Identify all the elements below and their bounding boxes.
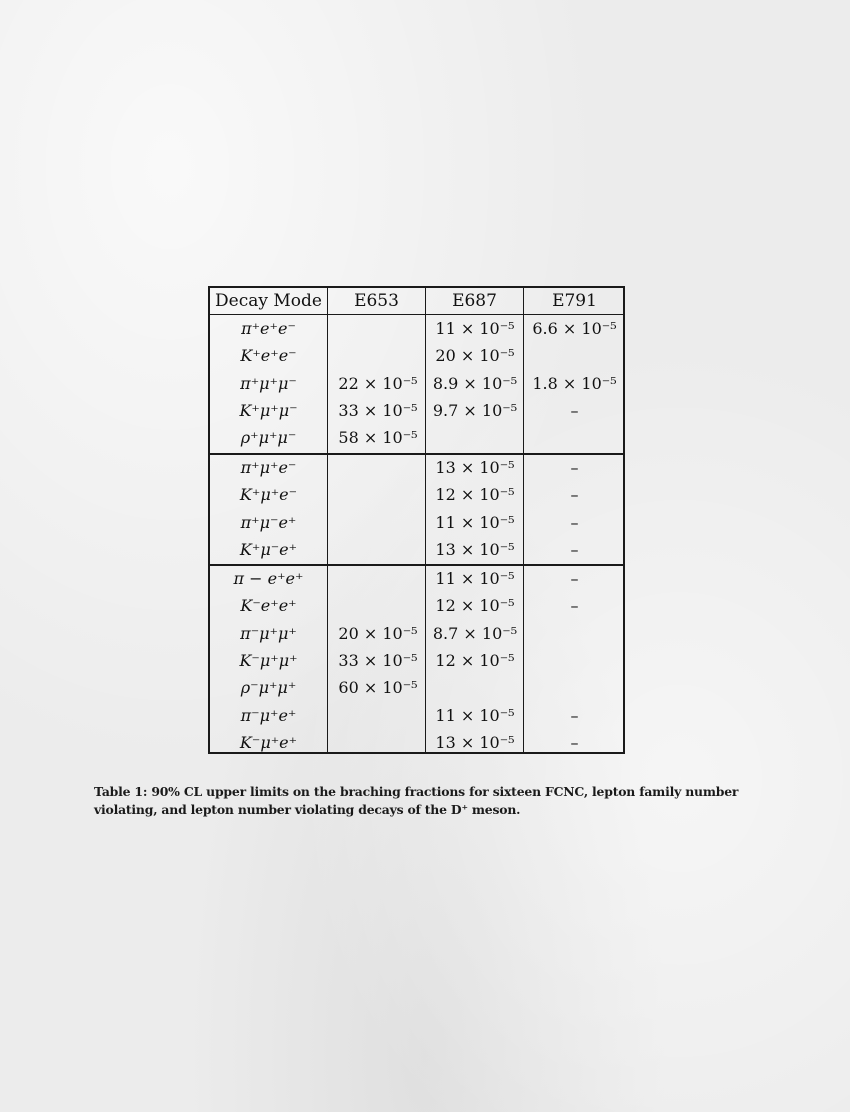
e791-limit-cell: –	[570, 705, 579, 725]
e687-limit-cell: 13 × 10⁻⁵	[435, 458, 515, 477]
e653-limit-cell: 60 × 10⁻⁵	[338, 678, 418, 698]
e687-limit-cell: 11 × 10⁻⁵	[435, 512, 515, 532]
decay-mode-cell: K⁺e⁺e⁻	[240, 346, 297, 366]
group-divider	[210, 564, 623, 566]
e687-limit-cell	[428, 426, 522, 450]
decay-mode-cell: K⁻e⁺e⁺	[240, 596, 297, 616]
table-caption: Table 1: 90% CL upper limits on the braching fractions for sixteen FCNC, lepton family number violating, and lepton number violating decays of the D⁺ meson.	[94, 784, 739, 817]
group-divider	[210, 453, 623, 455]
e653-limit-cell	[330, 704, 426, 728]
e653-limit-cell	[330, 594, 426, 618]
e687-limit-cell: 20 × 10⁻⁵	[435, 346, 515, 366]
decay-mode-cell: π − e⁺e⁺	[233, 569, 304, 588]
header-e791: E791	[552, 291, 597, 311]
decay-mode-cell: π⁺μ⁻e⁺	[240, 512, 297, 532]
e791-limit-cell	[524, 426, 625, 450]
e791-limit-cell	[524, 676, 625, 700]
decay-mode-cell: K⁻μ⁺e⁺	[239, 732, 298, 752]
decay-mode-cell: K⁺μ⁻e⁺	[239, 539, 298, 559]
branching-fraction-table	[208, 286, 625, 754]
decay-mode-cell: π⁺e⁺e⁻	[241, 319, 296, 338]
e653-limit-cell: 33 × 10⁻⁵	[338, 650, 418, 670]
decay-mode-cell: π⁺μ⁺μ⁻	[240, 373, 297, 393]
e687-limit-cell: 11 × 10⁻⁵	[435, 705, 515, 725]
e791-limit-cell	[524, 622, 625, 646]
decay-mode-cell: π⁺μ⁺e⁻	[240, 458, 297, 477]
decay-mode-cell: K⁺μ⁺e⁻	[239, 485, 298, 505]
e653-limit-cell: 33 × 10⁻⁵	[338, 400, 418, 420]
decay-mode-cell: ρ⁺μ⁺μ⁻	[240, 428, 297, 448]
e687-limit-cell: 12 × 10⁻⁵	[435, 650, 515, 670]
e791-limit-cell: –	[570, 512, 579, 532]
decay-mode-cell: π⁻μ⁺μ⁺	[240, 623, 297, 643]
header-decay-mode: Decay Mode	[215, 291, 322, 311]
e687-limit-cell: 8.9 × 10⁻⁵	[432, 373, 518, 393]
e791-limit-cell	[524, 649, 625, 673]
e791-limit-cell: 1.8 × 10⁻⁵	[532, 373, 617, 393]
e791-limit-cell: –	[570, 596, 579, 616]
e653-limit-cell	[330, 538, 426, 562]
e687-limit-cell: 13 × 10⁻⁵	[435, 539, 515, 559]
e653-limit-cell: 58 × 10⁻⁵	[338, 428, 418, 448]
e687-limit-cell: 12 × 10⁻⁵	[435, 596, 515, 616]
e791-limit-cell: –	[570, 569, 579, 588]
e791-limit-cell: –	[570, 458, 579, 477]
e653-limit-cell	[330, 344, 426, 368]
e653-limit-cell: 22 × 10⁻⁵	[338, 373, 418, 393]
e653-limit-cell	[330, 731, 426, 755]
e687-limit-cell	[428, 676, 522, 700]
e791-limit-cell: –	[570, 539, 579, 559]
e687-limit-cell: 13 × 10⁻⁵	[435, 732, 515, 752]
decay-mode-cell: ρ⁻μ⁺μ⁺	[240, 678, 297, 698]
e791-limit-cell: –	[570, 485, 579, 505]
e653-limit-cell	[330, 317, 426, 341]
e791-limit-cell: 6.6 × 10⁻⁵	[532, 319, 617, 338]
e653-limit-cell	[330, 511, 426, 535]
e687-limit-cell: 8.7 × 10⁻⁵	[432, 623, 518, 643]
e653-limit-cell	[330, 456, 426, 480]
e687-limit-cell: 11 × 10⁻⁵	[435, 569, 515, 588]
e791-limit-cell	[524, 344, 625, 368]
column-divider	[327, 288, 328, 752]
e687-limit-cell: 9.7 × 10⁻⁵	[432, 400, 518, 420]
e791-limit-cell: –	[570, 732, 579, 752]
decay-mode-cell: K⁺μ⁺μ⁻	[239, 400, 298, 420]
header-e687: E687	[452, 291, 497, 311]
decay-mode-cell: K⁻μ⁺μ⁺	[239, 650, 298, 670]
e653-limit-cell	[330, 567, 426, 591]
decay-mode-cell: π⁻μ⁺e⁺	[240, 705, 297, 725]
e653-limit-cell: 20 × 10⁻⁵	[338, 623, 418, 643]
header-e653: E653	[354, 291, 399, 311]
e687-limit-cell: 12 × 10⁻⁵	[435, 485, 515, 505]
e687-limit-cell: 11 × 10⁻⁵	[435, 319, 515, 338]
e653-limit-cell	[330, 483, 426, 507]
e791-limit-cell: –	[570, 400, 579, 420]
